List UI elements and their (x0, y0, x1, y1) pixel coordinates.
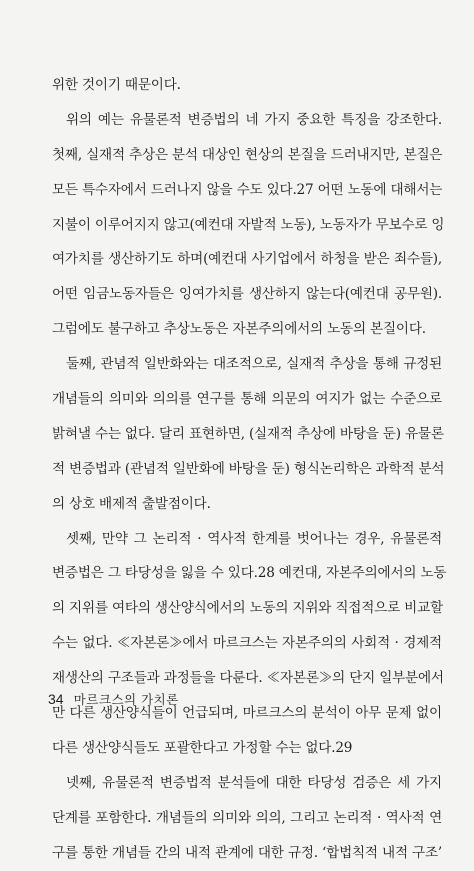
page-footer (48, 690, 179, 708)
text-line: 넷째, 유물론적 변증법적 분석들에 대한 타당성 검증은 세 가지 (66, 774, 442, 791)
text-line: 적 변증법과 (관념적 일반화에 바탕을 둔) 형식논리학은 과학적 분석 (52, 460, 445, 477)
text-line: 모든 특수자에서 드러나지 않을 수도 있다.27 어떤 노동에 대해서는 (52, 181, 443, 198)
text-line: 수는 없다. ≪자본론≫에서 마르크스는 자본주의의 사회적 · 경제적 (52, 635, 442, 652)
text-line: 만 다른 생산양식들이 언급되며, 마르크스의 분석이 아무 문제 없이 (52, 705, 442, 722)
text-line: 첫째, 실재적 추상은 분석 대상인 현상의 본질을 드러내지만, 본질은 (52, 146, 443, 163)
text-line: 개념들의 의미와 의의를 연구를 통해 의문의 여지가 없는 수준으로 (52, 391, 442, 408)
text-line: 밝혀낼 수는 없다. 달리 표현하면, (실재적 추상에 바탕을 둔) 유물론 (52, 425, 444, 442)
text-line: 위의 예는 유물론적 변증법의 네 가지 중요한 특징을 강조한다. (66, 111, 442, 128)
text-line: 단계를 포함한다. 개념들의 의미와 의의, 그리고 논리적 · 역사적 연 (52, 809, 442, 826)
text-line: 여가치를 생산하기도 하며(예컨대 사기업에서 하청을 받은 죄수들), (52, 251, 442, 268)
body-text (52, 68, 447, 870)
text-line: 다른 생산양식들도 포괄한다고 가정할 수는 없다.29 (52, 739, 353, 756)
text-line: 구를 통한 개념들 간의 내적 관계에 대한 규정. ‘합법칙적 내적 구조’ (52, 844, 442, 861)
text-line: 그럼에도 불구하고 추상노동은 자본주의에서의 노동의 본질이다. (52, 321, 426, 338)
text-line: 의 지위를 여타의 생산양식에서의 노동의 지위와 직접적으로 비교할 (52, 600, 443, 617)
text-line: 셋째, 만약 그 논리적 · 역사적 한계를 벗어나는 경우, 유물론적 (66, 530, 442, 547)
text-line: 지불이 이루어지지 않고(예컨대 자발적 노동), 노동자가 무보수로 잉 (52, 216, 445, 233)
text-line: 의 상호 배제적 출발점이다. (52, 495, 211, 512)
running-title: 마르크스의 가치론 (73, 692, 179, 707)
text-line: 재생산의 구조들과 과정들을 다룬다. ≪자본론≫의 단지 일부분에서 (52, 670, 444, 687)
text-line: 어떤 임금노동자들은 잉여가치를 생산하지 않는다(예컨대 공무원). (52, 286, 442, 303)
page-number: 34 (48, 691, 64, 707)
text-line: 위한 것이기 때문이다. (52, 77, 181, 93)
text-line: 변증법은 그 타당성을 잃을 수 있다.28 예컨대, 자본주의에서의 노동 (52, 565, 447, 582)
text-line: 둘째, 관념적 일반화와는 대조적으로, 실재적 추상을 통해 규정된 (66, 356, 442, 373)
